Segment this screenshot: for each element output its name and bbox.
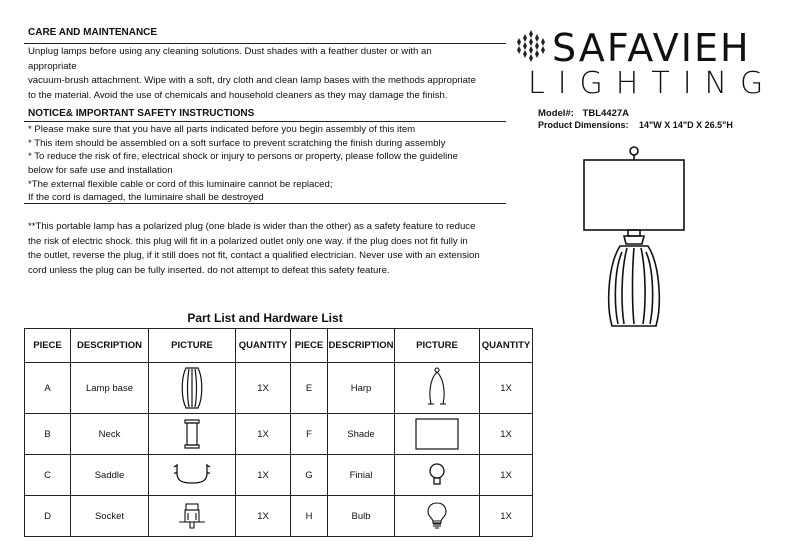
parts-title: Part List and Hardware List	[187, 311, 343, 325]
quantity-cell: 1X	[480, 496, 533, 537]
saddle-icon	[149, 455, 236, 496]
piece-cell: D	[25, 496, 71, 537]
safety-line: * Please make sure that you have all parts indicated before you begin assembly of this item	[28, 124, 416, 135]
safety-line: If the cord is damaged, the luminaire shall be destroyed	[28, 192, 264, 204]
header-quantity: QUANTITY	[480, 329, 533, 363]
description-cell: Shade	[328, 414, 395, 455]
care-line: vacuum-brush attachment. Wipe with a soft, dry cloth and clean lamp bases with the methods appropriate	[28, 75, 476, 87]
safety-line: below for safe use and installation	[28, 165, 173, 177]
plug-text	[28, 220, 480, 278]
socket-icon	[149, 496, 236, 537]
dimensions-label: Product Dimensions:	[538, 120, 629, 130]
table-row	[25, 414, 533, 455]
brand-subtitle: LIGHTING	[528, 66, 777, 101]
header-quantity: QUANTITY	[236, 329, 291, 363]
header-piece: PIECE	[291, 329, 328, 363]
care-line: appropriate	[28, 60, 77, 72]
safety-line: *The external flexible cable or cord of this luminaire cannot be replaced;	[28, 178, 333, 190]
harp-icon	[395, 363, 480, 414]
dimensions-value: 14"W X 14"D X 26.5"H	[639, 120, 733, 130]
quantity-cell: 1X	[236, 414, 291, 455]
quantity-cell: 1X	[236, 363, 291, 414]
crystal-chandelier-logo-icon	[514, 28, 548, 64]
piece-cell: E	[291, 363, 328, 414]
safety-rule	[24, 121, 506, 122]
safety-line: * To reduce the risk of fire, electrical shock or injury to persons or property, please follow the guideline	[28, 151, 458, 163]
piece-cell: C	[25, 455, 71, 496]
dimensions-line	[538, 120, 733, 130]
plug-line: cord unless the plug can be fully inserted. do not attempt to defeat this safety feature.	[28, 264, 390, 276]
brand-name: SAFAVIEH	[552, 26, 751, 70]
quantity-cell: 1X	[480, 414, 533, 455]
safety-title: NOTICE& IMPORTANT SAFETY INSTRUCTIONS	[28, 108, 255, 119]
finial-icon	[395, 455, 480, 496]
model-label: Model#:	[538, 108, 574, 119]
piece-cell: A	[25, 363, 71, 414]
parts-table	[24, 328, 533, 537]
table-row	[25, 496, 533, 537]
safety-bottom-rule	[24, 203, 506, 204]
description-cell: Harp	[328, 363, 395, 414]
safety-line: * This item should be assembled on a soft surface to prevent scratching the finish during assembly	[28, 137, 446, 149]
description-cell: Socket	[71, 496, 149, 537]
piece-cell: F	[291, 414, 328, 455]
plug-line: the outlet, reverse the plug, if it still does not fit, contact a qualified electrician. Never use with an extension	[28, 250, 480, 262]
description-cell: Lamp base	[71, 363, 149, 414]
description-cell: Neck	[71, 414, 149, 455]
care-rule	[24, 43, 506, 44]
plug-line: **This portable lamp has a polarized plug (one blade is wider than the other) as a safety feature to reduce	[28, 221, 476, 232]
lamp-illustration	[580, 140, 690, 335]
neck-icon	[149, 414, 236, 455]
model-line	[538, 108, 629, 119]
care-title: CARE AND MAINTENANCE	[28, 27, 158, 38]
quantity-cell: 1X	[480, 455, 533, 496]
care-line: Unplug lamps before using any cleaning solutions. Dust shades with a feather duster or with an	[28, 46, 432, 57]
bulb-icon	[395, 496, 480, 537]
quantity-cell: 1X	[236, 496, 291, 537]
header-picture: PICTURE	[395, 329, 480, 363]
shade-icon	[395, 414, 480, 455]
header-description: DESCRIPTION	[328, 329, 395, 363]
table-header-row	[25, 329, 533, 363]
piece-cell: B	[25, 414, 71, 455]
description-cell: Finial	[328, 455, 395, 496]
safety-text	[28, 123, 458, 205]
quantity-cell: 1X	[236, 455, 291, 496]
quantity-cell: 1X	[480, 363, 533, 414]
care-text	[28, 45, 476, 103]
table-row	[25, 363, 533, 414]
table-row	[25, 455, 533, 496]
care-line: to the material. Avoid the use of chemicals and household cleaners as they may damage the finish.	[28, 89, 448, 101]
plug-line: the risk of electric shock. this plug will fit in a polarized outlet only one way. if the plug does not fit fully in	[28, 235, 468, 247]
lamp-base-icon	[149, 363, 236, 414]
description-cell: Bulb	[328, 496, 395, 537]
header-description: DESCRIPTION	[71, 329, 149, 363]
model-value: TBL4427A	[582, 108, 629, 119]
description-cell: Saddle	[71, 455, 149, 496]
header-picture: PICTURE	[149, 329, 236, 363]
piece-cell: G	[291, 455, 328, 496]
header-piece: PIECE	[25, 329, 71, 363]
piece-cell: H	[291, 496, 328, 537]
